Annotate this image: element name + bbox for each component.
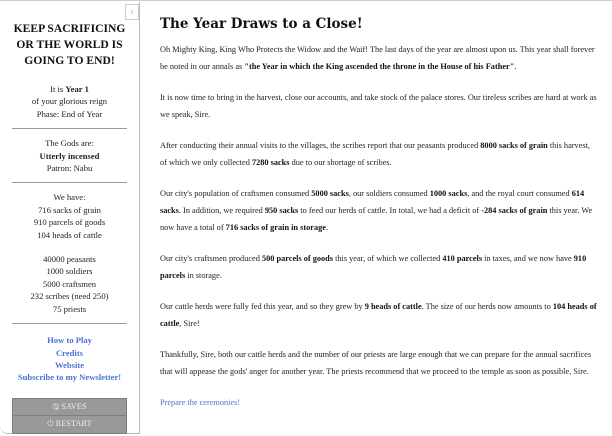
soldiers-consumption: 1000 sacks <box>429 189 468 198</box>
cattle-consumption: 950 sacks <box>264 206 299 215</box>
text: Our city's population of craftsmen consumed <box>160 189 312 198</box>
phase-label: Phase: End of Year <box>36 108 103 119</box>
goods-collected: 410 parcels <box>442 254 483 263</box>
population-priests: 75 priests <box>52 303 87 314</box>
text: this harvest, of which we only collected <box>160 141 590 167</box>
population-craftsmen: 5000 craftsmen <box>42 278 97 289</box>
paragraph-harvest: It is now time to bring in the harvest, close our accounts, and take stock of the palace stores. Our tireless scribes are hard at work as we speak, Sire. <box>160 93 597 119</box>
restart-label: RESTART <box>55 418 92 428</box>
text: . In addition, we required <box>178 206 265 215</box>
population-scribes: 232 scribes (need 250) <box>30 291 109 302</box>
court-consumption: 614 sacks <box>160 189 585 215</box>
game-title: KEEP SACRIFICING OR THE WORLD IS GOING TO END! <box>13 22 126 67</box>
gods-info <box>0 129 139 174</box>
paragraph-sacrifices: Thankfully, Sire, both our cattle herds and the number of our priests are large enough that we can prepare for the annual sacrifices that will appease the gods' anger for another year. The priests recommend that we proceed to the temple as soon as possible, Sire. <box>160 350 592 376</box>
text: Our cattle herds were fully fed this year, and so they grew by <box>160 302 365 311</box>
sidebar <box>0 2 140 434</box>
text: to feed our herds of cattle. In total, we had a deficit of <box>298 206 482 215</box>
text: . The size of our herds now amounts to <box>421 302 553 311</box>
population-peasants: 40000 peasants <box>43 254 96 265</box>
grain-deficit: -284 sacks of grain <box>481 206 548 215</box>
grain-produced: 8000 sacks of grain <box>480 141 548 150</box>
resources-info <box>0 183 139 315</box>
paragraph-cattle <box>160 298 598 332</box>
text: in storage. <box>185 271 222 280</box>
text: . <box>514 62 517 71</box>
text: in taxes, and we now have <box>482 254 574 263</box>
text: , Sire! <box>179 319 200 328</box>
collapse-sidebar-button[interactable] <box>125 4 139 20</box>
text: due to our shortage of scribes. <box>289 158 392 167</box>
grain-collected: 7280 sacks <box>251 158 290 167</box>
resource-grain: 716 sacks of grain <box>38 204 101 215</box>
paragraph-intro <box>160 41 598 75</box>
saves-label: SAVES <box>61 401 87 411</box>
population-soldiers: 1000 soldiers <box>46 266 93 277</box>
year-name: "the Year in which the King ascended the throne in the House of his Father" <box>244 62 515 71</box>
sidebar-links <box>0 324 139 384</box>
chevron-left-icon: ‹ <box>129 5 135 18</box>
goods-storage: 910 parcels <box>160 254 587 280</box>
gods-mood: Utterly incensed <box>39 150 100 161</box>
save-icon: 🖫 <box>52 401 60 411</box>
menu-buttons <box>12 398 127 434</box>
paragraph-goods <box>160 250 598 284</box>
text: , our soldiers consumed <box>348 189 430 198</box>
text: After conducting their annual visits to the villages, the scribes report that our peasants produced <box>160 141 481 150</box>
newsletter-link[interactable]: Subscribe to my Newsletter! <box>17 372 122 383</box>
goods-produced: 500 parcels of goods <box>261 254 334 263</box>
how-to-play-link[interactable]: How to Play <box>47 335 92 346</box>
year-line2: of your glorious reign <box>31 96 108 107</box>
passage-title: The Year Draws to a Close! <box>160 16 363 32</box>
text: Our city's craftsmen produced <box>160 254 262 263</box>
paragraph-grain-consumption <box>160 185 598 236</box>
craftsmen-consumption: 5000 sacks <box>311 189 349 198</box>
grain-storage: 716 sacks of grain in storage <box>225 223 326 232</box>
power-icon: ⏻ <box>47 418 54 428</box>
prepare-ceremonies-link[interactable]: Prepare the ceremonies! <box>160 398 241 407</box>
gods-patron: Patron: Nabu <box>46 163 93 174</box>
cattle-growth: 9 heads of cattle <box>364 302 422 311</box>
year-value: Year 1 <box>65 84 89 94</box>
resource-cattle: 104 heads of cattle <box>37 229 102 240</box>
restart-button[interactable] <box>12 416 127 434</box>
story-passage <box>160 15 598 425</box>
resource-goods: 910 parcels of goods <box>33 217 106 228</box>
year-info <box>0 83 139 120</box>
text: , and the royal court consumed <box>467 189 572 198</box>
credits-link[interactable]: Credits <box>55 347 84 358</box>
gods-label: The Gods are: <box>45 138 94 149</box>
website-link[interactable]: Website <box>54 359 85 370</box>
paragraph-grain-production <box>160 137 598 171</box>
text: Oh Mighty King, King Who Protects the Widow and the Waif! The last days of the year are almost upon us. This year shall forever be noted in our annals as <box>160 45 595 71</box>
saves-button[interactable] <box>12 398 127 416</box>
text: this year. We now have a total of <box>160 206 593 232</box>
year-prefix: It is <box>50 84 66 94</box>
cattle-total: 104 heads of cattle <box>160 302 597 328</box>
text: this year, of which we collected <box>333 254 443 263</box>
text: . <box>325 223 329 232</box>
resources-label: We have: <box>53 192 86 203</box>
